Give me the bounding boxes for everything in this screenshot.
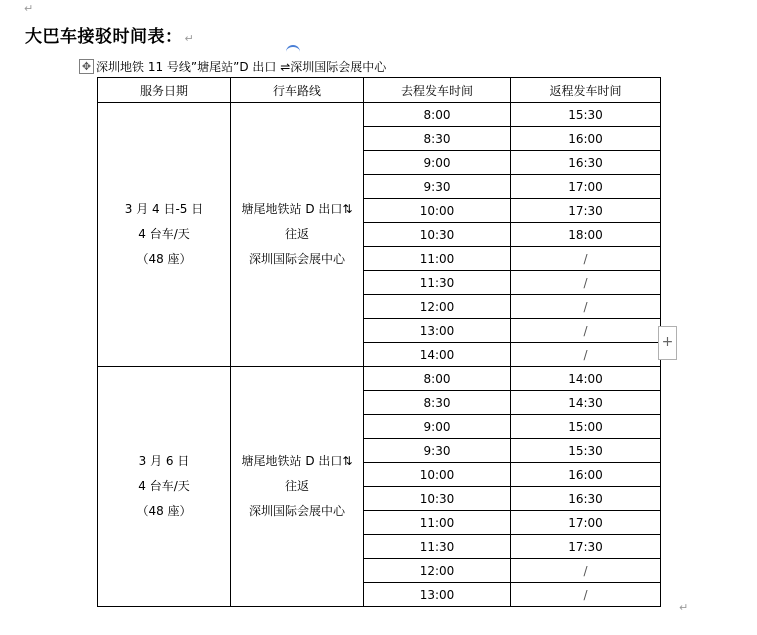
outbound-time-cell: 8:30 [364,391,511,415]
outbound-time-cell: 9:30 [364,439,511,463]
add-column-button[interactable]: + [658,326,677,360]
outbound-time-cell: 11:00 [364,511,511,535]
return-time-cell: 15:30 [511,439,661,463]
bus-count: 4 台车/天 [138,479,190,493]
outbound-time-cell: 11:00 [364,247,511,271]
document-title [25,22,194,47]
outbound-time-cell: 9:30 [364,175,511,199]
outbound-time-cell: 11:30 [364,535,511,559]
paragraph-mark: ↵ [679,601,689,614]
return-time-cell: / [511,295,661,319]
cursor-arc-decoration [286,45,300,52]
return-time-cell: / [511,319,661,343]
service-date: 3 月 6 日 [138,454,190,468]
service-date-cell [98,103,231,367]
table-row [98,367,661,391]
outbound-time-cell: 8:00 [364,103,511,127]
service-date-cell [98,367,231,607]
table-row [98,103,661,127]
return-time-cell: 18:00 [511,223,661,247]
route-cell [231,103,364,367]
table-move-handle-icon[interactable]: ✥ [79,59,94,74]
table-header-row [98,78,661,103]
return-time-cell: 17:00 [511,175,661,199]
return-time-cell: 16:00 [511,463,661,487]
paragraph-mark: ↵ [24,2,34,15]
outbound-time-cell: 10:00 [364,463,511,487]
return-time-cell: 17:30 [511,199,661,223]
outbound-time-cell: 14:00 [364,343,511,367]
return-time-cell: / [511,247,661,271]
route-line-1: 塘尾地铁站 D 出口⇅ [241,202,353,216]
route-line-3: 深圳国际会展中心 [248,504,345,518]
return-time-cell: 16:30 [511,487,661,511]
outbound-time-cell: 10:30 [364,487,511,511]
return-time-cell: 16:30 [511,151,661,175]
outbound-time-cell: 12:00 [364,559,511,583]
header-service-date: 服务日期 [98,78,231,103]
return-time-cell: / [511,559,661,583]
service-date: 3 月 4 日-5 日 [124,202,204,216]
table-caption: 深圳地铁 11 号线”塘尾站”D 出口 ⇌深圳国际会展中心 [96,60,387,74]
return-time-cell: / [511,343,661,367]
outbound-time-cell: 9:00 [364,151,511,175]
outbound-time-cell: 13:00 [364,583,511,607]
outbound-time-cell: 10:30 [364,223,511,247]
return-time-cell: 17:30 [511,535,661,559]
shuttle-schedule-table [97,77,661,607]
header-route: 行车路线 [231,78,364,103]
outbound-time-cell: 9:00 [364,415,511,439]
route-line-2: 往返 [284,479,309,493]
paragraph-mark: ↵ [184,32,195,45]
route-line-3: 深圳国际会展中心 [248,252,345,266]
return-time-cell: 17:00 [511,511,661,535]
bus-count: 4 台车/天 [138,227,190,241]
outbound-time-cell: 11:30 [364,271,511,295]
return-time-cell: 14:30 [511,391,661,415]
route-cell [231,367,364,607]
seat-count: （48 座） [136,252,192,266]
header-outbound-time: 去程发车时间 [364,78,511,103]
route-line-1: 塘尾地铁站 D 出口⇅ [241,454,353,468]
seat-count: （48 座） [136,504,192,518]
return-time-cell: / [511,271,661,295]
outbound-time-cell: 8:30 [364,127,511,151]
return-time-cell: 15:00 [511,415,661,439]
return-time-cell: 16:00 [511,127,661,151]
header-return-time: 返程发车时间 [511,78,661,103]
title-text: 大巴车接驳时间表： [25,27,183,47]
return-time-cell: / [511,583,661,607]
table-body [98,103,661,607]
return-time-cell: 14:00 [511,367,661,391]
return-time-cell: 15:30 [511,103,661,127]
outbound-time-cell: 12:00 [364,295,511,319]
outbound-time-cell: 13:00 [364,319,511,343]
outbound-time-cell: 10:00 [364,199,511,223]
route-line-2: 往返 [284,227,309,241]
outbound-time-cell: 8:00 [364,367,511,391]
